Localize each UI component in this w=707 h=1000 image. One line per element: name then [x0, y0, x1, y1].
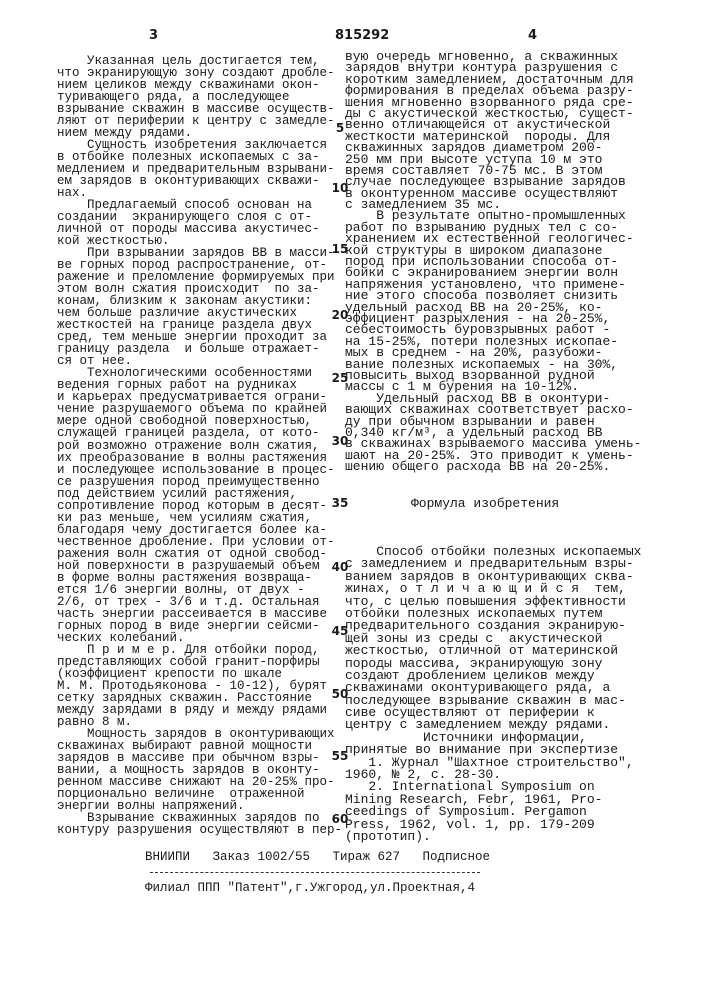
text-line: чественное дробление. При условии от- [57, 536, 342, 548]
text-line: породы массива, экранирующую зону [345, 658, 641, 670]
text-line: 2/6, от трех - 3/6 и т.д. Остальная [57, 596, 342, 608]
text-line: Взрывание скважинных зарядов по [57, 812, 342, 824]
line-number: 55 [330, 749, 350, 763]
text-line: В результате опытно-промышленных [345, 210, 641, 221]
claims-heading: Формула изобретения [411, 496, 559, 511]
text-line: горных пород в виде энергии сейсми- [57, 620, 342, 632]
page-number-left: 3 [149, 28, 158, 43]
line-number: 10 [330, 181, 350, 195]
text-line: Mining Research, Febr, 1961, Pro- [345, 794, 641, 806]
text-line: массы с 1 м бурения на 10-12%. [345, 381, 641, 392]
text-line: ем зарядов в оконтуривающих скважи- [57, 175, 342, 187]
text-line: с замедлением 35 мс. [345, 199, 641, 210]
text-line: зарядов в массиве при обычном взры- [57, 752, 342, 764]
text-line: в скважинах взрываемого массива умень- [345, 438, 641, 449]
text-line: центру с замедлением между рядами. [345, 719, 641, 731]
text-line: ды с акустической жесткостью, сущест- [345, 108, 641, 119]
text-line: взрывание скважин в массиве осуществ- [57, 103, 342, 115]
text-line: формирования в пределах объема разру- [345, 85, 641, 96]
text-line: скважинами оконтуривающего ряда, а [345, 682, 641, 694]
text-line: сиве осуществляют от периферии к [345, 707, 641, 719]
text-line: вую очередь мгновенно, а скважинных [345, 51, 641, 62]
text-line: создают дроблением целиков между [345, 670, 641, 682]
text-line: личной от породы массива акустичес- [57, 223, 342, 235]
text-line: в отбойке полезных ископаемых с за- [57, 151, 342, 163]
text-line: случае последующее взрывание зарядов [345, 176, 641, 187]
text-line: чем больше различие акустических [57, 307, 342, 319]
text-line: скважинах выбирают равной мощности [57, 740, 342, 752]
text-line: шения мгновенно взорванного ряда сре- [345, 97, 641, 108]
text-line: часть энергии рассеивается в массиве [57, 608, 342, 620]
text-line: и последующее использование в процес- [57, 464, 342, 476]
text-line: 1960, № 2, с. 28-30. [345, 769, 641, 781]
line-number: 35 [330, 496, 350, 510]
text-line: в оконтуренном массиве осуществляют [345, 188, 641, 199]
text-line: ки раз меньше, чем усилиям сжатия, [57, 512, 342, 524]
text-line: их преобразование в волны растяжения [57, 452, 342, 464]
text-line: шению общего расхода ВВ на 20-25%. [345, 461, 641, 472]
text-line: Press, 1962, vol. 1, pp. 179-209 [345, 819, 641, 831]
text-line: напряжения установлено, что примене- [345, 279, 641, 290]
footer-branch: Филиал ППП "Патент",г.Ужгород,ул.Проектная,4 [145, 881, 475, 895]
line-number: 60 [330, 812, 350, 826]
text-line: кой жесткостью. [57, 235, 342, 247]
text-line: медлением и предварительным взрывани- [57, 163, 342, 175]
text-line: эффициент разрыхления - на 20-25%, [345, 313, 641, 324]
text-line: се разрушения пород преимущественно [57, 476, 342, 488]
right-column-description [345, 51, 641, 472]
text-line: ceedings of Symposium. Pergamon [345, 806, 641, 818]
text-line: 1. Журнал "Шахтное строительство", [345, 757, 641, 769]
text-line: 250 мм при высоте уступа 10 м это [345, 154, 641, 165]
claims-and-references [345, 546, 641, 843]
text-line: (коэффициент крепости по шкале [57, 668, 342, 680]
text-line: работ по взрыванию рудных тел с со- [345, 222, 641, 233]
text-line: Технологическими особенностями [57, 367, 342, 379]
text-line: П р и м е р. Для отбойки пород, [57, 644, 342, 656]
text-line: нах. [57, 187, 342, 199]
text-line: кой структуры в широком диапазоне [345, 245, 641, 256]
text-line: что, с целью повышения эффективности [345, 596, 641, 608]
text-line: 0,340 кг/м³, а удельный расход ВВ [345, 427, 641, 438]
text-line: мых в среднем - на 20%, разубожи- [345, 347, 641, 358]
text-line: себестоимость буровзрывных работ - [345, 324, 641, 335]
text-line: на 15-25%, потери полезных ископае- [345, 336, 641, 347]
text-line: благодаря чему достигается более ка- [57, 524, 342, 536]
text-line: ванием зарядов в оконтуривающих сква- [345, 571, 641, 583]
text-line: нием целиков между скважинами окон- [57, 79, 342, 91]
line-number: 25 [330, 371, 350, 385]
text-line: 2. International Symposium on [345, 781, 641, 793]
line-number: 20 [330, 308, 350, 322]
text-line: жесткости материнской породы. Для [345, 131, 641, 142]
text-line: чение разрушаемого объема по крайней [57, 403, 342, 415]
text-line: Предлагаемый способ основан на [57, 199, 342, 211]
text-line: равно 8 м. [57, 716, 342, 728]
line-number: 15 [330, 242, 350, 256]
text-line: что экранирующую зону создают дробле- [57, 67, 342, 79]
text-line: Источники информации, [345, 732, 641, 744]
line-number: 50 [330, 687, 350, 701]
text-line: туривающего ряда, а последующее [57, 91, 342, 103]
text-line: последующее взрывание скважин в мас- [345, 695, 641, 707]
text-line: ется 1/6 энергии волны, от двух - [57, 584, 342, 596]
text-line: ренном массиве снижают на 20-25% про- [57, 776, 342, 788]
text-line: вание полезных ископаемых - на 30%, [345, 359, 641, 370]
line-number: 5 [330, 121, 350, 135]
text-line: нием между рядами. [57, 127, 342, 139]
text-line: скважинных зарядов диаметром 200- [345, 142, 641, 153]
text-line: и карьерах предусматривается ограни- [57, 391, 342, 403]
text-line: с замедлением и предварительным взры- [345, 558, 641, 570]
text-line: коротким замедлением, достаточным для [345, 74, 641, 85]
text-line: щей зоны из среды с акустической [345, 633, 641, 645]
text-line: При взрывании зарядов ВВ в масси- [57, 247, 342, 259]
text-line: служащей границей раздела, от кото- [57, 427, 342, 439]
text-line: Удельный расход ВВ в оконтури- [345, 393, 641, 404]
text-line: сетку зарядных скважин. Расстояние [57, 692, 342, 704]
text-line: Способ отбойки полезных ископаемых [345, 546, 641, 558]
text-line: удельный расход ВВ на 20-25%, ко- [345, 302, 641, 313]
line-number: 30 [330, 434, 350, 448]
text-line: время составляет 70-75 мс. В этом [345, 165, 641, 176]
text-line: (прототип). [345, 831, 641, 843]
text-line: ражение и преломление формируемых при [57, 271, 342, 283]
text-line: порционально величине отраженной [57, 788, 342, 800]
text-line: вании, а мощность зарядов в оконту- [57, 764, 342, 776]
text-line: отбойки полезных ископаемых путем [345, 608, 641, 620]
text-line: хранением их естественной геологичес- [345, 233, 641, 244]
text-line: конам, близким к законам акустики: [57, 295, 342, 307]
text-line: Указанная цель достигается тем, [57, 55, 342, 67]
footer-imprint: ВНИИПИ Заказ 1002/55 Тираж 627 Подписное [145, 850, 490, 864]
text-line: жесткостей на границе раздела двух [57, 319, 342, 331]
text-line: пород при использовании способа от- [345, 256, 641, 267]
text-line: контуру разрушения осуществляют в пер- [57, 824, 342, 836]
text-line: границу раздела и больше отражает- [57, 343, 342, 355]
text-line: ведения горных работ на рудниках [57, 379, 342, 391]
text-line: жинах, о т л и ч а ю щ и й с я тем, [345, 583, 641, 595]
text-line: принятые во внимание при экспертизе [345, 744, 641, 756]
text-line: ся от нее. [57, 355, 342, 367]
text-line: шают на 20-25%. Это приводит к умень- [345, 450, 641, 461]
patent-number: 815292 [335, 28, 389, 43]
text-line: этом волн сжатия происходит по за- [57, 283, 342, 295]
line-number: 40 [330, 560, 350, 574]
line-number: 45 [330, 624, 350, 638]
text-line: ной поверхности в разрушаемый объем [57, 560, 342, 572]
text-line: под действием усилий растяжения, [57, 488, 342, 500]
left-column-text [57, 55, 342, 836]
text-line: мере одной свободной поверхностью, [57, 415, 342, 427]
text-line: жесткостью, отличной от материнской [345, 645, 641, 657]
text-line: ческих колебаний. [57, 632, 342, 644]
text-line: зарядов внутри контура разрушения с [345, 62, 641, 73]
text-line: рой возможно отражение волн сжатия, [57, 440, 342, 452]
text-line: создании экранирующего слоя с от- [57, 211, 342, 223]
page-number-right: 4 [528, 28, 537, 43]
text-line: сопротивление пород которым в десят- [57, 500, 342, 512]
footer-divider [150, 872, 480, 873]
text-line: ражения волн сжатия от одной свобод- [57, 548, 342, 560]
text-line: повысить выход взорванной рудной [345, 370, 641, 381]
text-line: ние этого способа позволяет снизить [345, 290, 641, 301]
text-line: между зарядами в ряду и между рядами [57, 704, 342, 716]
text-line: вающих скважинах соответствует расхо- [345, 404, 641, 415]
text-line: сред, тем меньше энергии проходит за [57, 331, 342, 343]
text-line: Сущность изобретения заключается [57, 139, 342, 151]
text-line: бойки с экранированием энергии волн [345, 267, 641, 278]
text-line: ляют от периферии к центру с замедле- [57, 115, 342, 127]
text-line: энергии волны напряжений. [57, 800, 342, 812]
text-line: в форме волны растяжения возвраща- [57, 572, 342, 584]
text-line: ду при обычном взрывании и равен [345, 416, 641, 427]
text-line: М. М. Протодьяконова - 10-12), бурят [57, 680, 342, 692]
text-line: Мощность зарядов в оконтуривающих [57, 728, 342, 740]
text-line: венно отличающейся от акустической [345, 119, 641, 130]
text-line: представляющих собой гранит-порфиры [57, 656, 342, 668]
text-line: ве горных пород распространение, от- [57, 259, 342, 271]
text-line: предварительного создания экранирую- [345, 620, 641, 632]
